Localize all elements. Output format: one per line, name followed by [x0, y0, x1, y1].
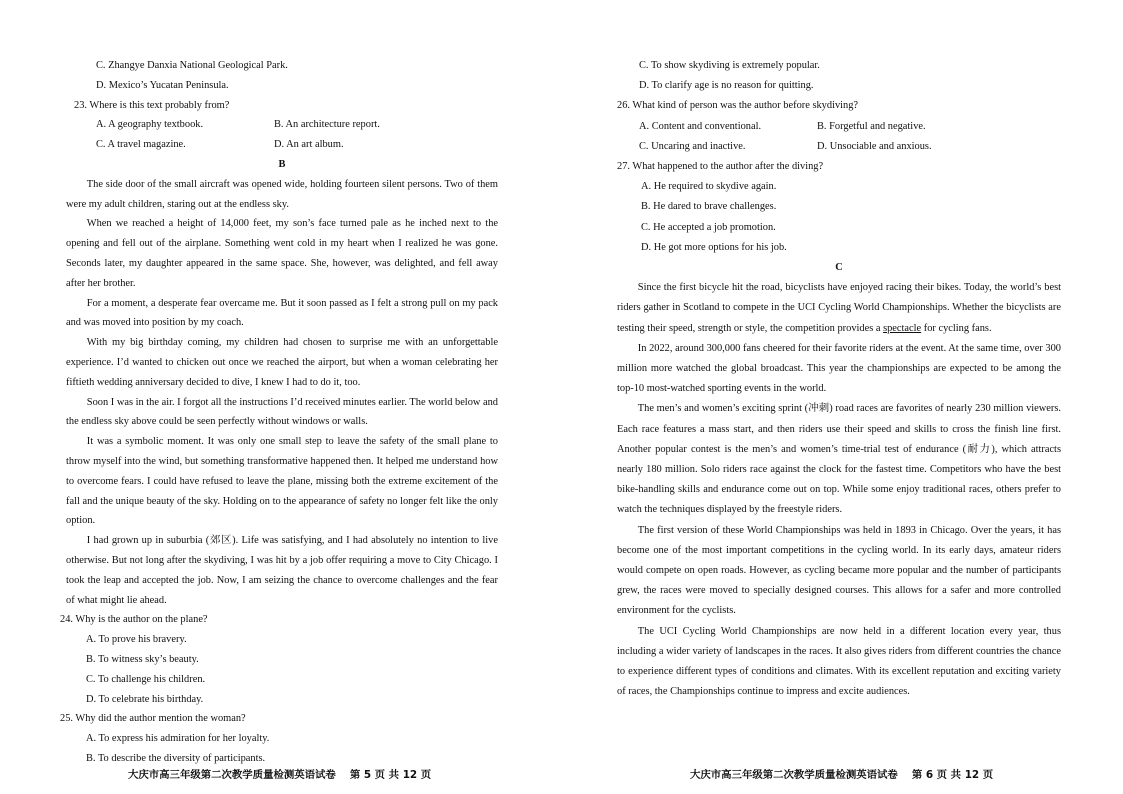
question-23: 23. Where is this text probably from?: [74, 99, 230, 111]
question-27: 27. What happened to the author after the diving?: [617, 161, 824, 173]
passage-b-paragraph-1: The side door of the small aircraft was opened wide, holding fourteen silent persons. Two of them were my adult children, staring out at the endless sky.: [66, 178, 498, 210]
q23-options-row-2: [66, 135, 498, 155]
q26-option-a: A. Content and conventional.: [639, 120, 762, 132]
q23-option-c: C. A travel magazine.: [96, 139, 186, 151]
q26-option-d: D. Unsociable and anxious.: [817, 140, 932, 152]
passage-c-paragraph-2: In 2022, around 300,000 fans cheered for their favorite riders at the event. At the same time, over 300 million more watched the global broadcast. This year the championships are expected to be among the top-10 most-watched sporting events in the world.: [617, 342, 1061, 395]
passage-b-paragraph-7: I had grown up in suburbia (郊区). Life was satisfying, and I had absolutely no intention to live otherwise. But not long after the skydiving, I was hit by a job offer requiring a move to City Chicago. I took the leap and accepted the job. Now, I am seizing the chance to overcome challenges and the fear of what might lie ahead.: [66, 535, 498, 606]
passage-c-paragraph-4: The first version of these World Championships was held in 1893 in Chicago. Over the years, it has become one of the most important competitions in the cycling world. In its early days, amateur riders would compete on open roads. However, as cycling became more popular and the number of participants grew, the races were moved to specially designed courses. This allows for a safer and more controlled environment for the cyclists.: [617, 524, 1061, 617]
q27-option-a: A. He required to skydive again.: [641, 181, 777, 193]
q24-option-d: D. To celebrate his birthday.: [86, 693, 204, 705]
q26-options-row-1: [617, 117, 1061, 137]
section-heading-c: C: [835, 262, 843, 274]
passage-c-p1-text: Since the first bicycle hit the road, bicyclists have enjoyed racing their bikes. Today, the world’s best riders gather in Scotland to compete in the UCI Cycling World Championships. Whether the bicyclists are testing their speed, strength or style, the competition provides a: [617, 282, 1061, 334]
question-25: 25. Why did the author mention the woman?: [60, 713, 246, 725]
q22-option-c: C. Zhangye Danxia National Geological Park.: [96, 60, 288, 71]
q23-option-d: D. An art album.: [274, 139, 344, 151]
q25-option-b: B. To describe the diversity of participants.: [86, 752, 266, 764]
passage-b-paragraph-6: It was a symbolic moment. It was only one small step to leave the safety of the small plane to throw myself into the wind, but something transformative happened then. It helped me understand how to overcome fears. I could have refused to leave the plane, missing both the extreme excitement of the fall and the unique beauty of the sky. Holding on to the appearance of safety no longer felt like the only option.: [66, 436, 498, 527]
passage-b-paragraph-3: For a moment, a desperate fear overcame me. But it soon passed as I felt a strong pull on my pack and was moved into position by my coach.: [66, 297, 498, 329]
q26-options-row-2: [617, 137, 1061, 157]
right-page-footer: 大庆市高三年级第二次教学质量检测英语试卷 第 6 页 共 12 页: [690, 769, 994, 781]
q25-option-c: C. To show skydiving is extremely popular.: [639, 60, 820, 71]
spectacle-underlined-word: spectacle: [883, 322, 922, 334]
q25-option-a: A. To express his admiration for her loyalty.: [86, 733, 270, 745]
q27-option-d: D. He got more options for his job.: [641, 241, 787, 253]
left-page-footer: 大庆市高三年级第二次教学质量检测英语试卷 第 5 页 共 12 页: [128, 769, 432, 781]
right-page: [617, 56, 1061, 703]
q23-option-b: B. An architecture report.: [274, 119, 380, 131]
passage-b-paragraph-5: Soon I was in the air. I forgot all the instructions I’d received minutes earlier. The world below and the endless sky above could be seen perfectly without windows or walls.: [66, 396, 498, 428]
passage-c-paragraph-5: The UCI Cycling World Championships are now held in a different location every year, thus including a wider variety of landscapes in the races. It also gives riders from different countries the chance to experience different types of conditions and climates. With its excellent reputation and exciting variety of races, the Championships continue to impress and excite audiences.: [617, 625, 1061, 698]
q24-option-a: A. To prove his bravery.: [86, 634, 187, 646]
q23-option-a: A. A geography textbook.: [96, 119, 204, 131]
q23-options-row-1: [66, 115, 498, 135]
q26-option-c: C. Uncaring and inactive.: [639, 140, 746, 152]
passage-c-p1-end: for cycling fans.: [921, 322, 992, 334]
passage-c-paragraph-1: [617, 278, 1061, 339]
q27-option-b: B. He dared to brave challenges.: [641, 201, 777, 213]
question-26: 26. What kind of person was the author before skydiving?: [617, 100, 859, 112]
q24-option-c: C. To challenge his children.: [86, 673, 206, 685]
left-page: [60, 56, 498, 769]
passage-c-paragraph-3: The men’s and women’s exciting sprint (冲刺) road races are favorites of nearly 230 million viewers. Each race features a mass start, and then riders use their speed and skills to cross the finish line first. Another popular contest is the men’s and women’s time-trial test of endurance (耐力), which attracts nearly 180 million. Solo riders race against the clock for the fastest time. Competitors who have the best bike-handling skills and endurance come out on top. While some enjoy traditional races, others prefer to watch the techniques displayed by the freestyle riders.: [617, 403, 1061, 516]
q27-option-c: C. He accepted a job promotion.: [641, 221, 776, 233]
q26-option-b: B. Forgetful and negative.: [817, 120, 926, 132]
passage-b-paragraph-2: When we reached a height of 14,000 feet, my son’s face turned pale as he inched next to the opening and fell out of the airplane. Something went cold in my heart when I realized he was gone. Seconds later, my daughter appeared in the same space. She, however, was delighted, and fell away after her brother.: [66, 218, 498, 289]
question-24: 24. Why is the author on the plane?: [60, 614, 208, 626]
q25-option-d: D. To clarify age is no reason for quitting.: [639, 80, 814, 92]
section-heading-b: B: [278, 158, 286, 170]
q24-option-b: B. To witness sky’s beauty.: [86, 653, 199, 665]
passage-b-paragraph-4: With my big birthday coming, my children had chosen to surprise me with an unforgettable experience. I’d wanted to chicken out once we reached the airport, but when a woman celebrating her fiftieth wedding anniversary decided to dive, I knew I had to do it, too.: [66, 337, 498, 388]
q22-option-d: D. Mexico’s Yucatan Peninsula.: [96, 79, 229, 91]
